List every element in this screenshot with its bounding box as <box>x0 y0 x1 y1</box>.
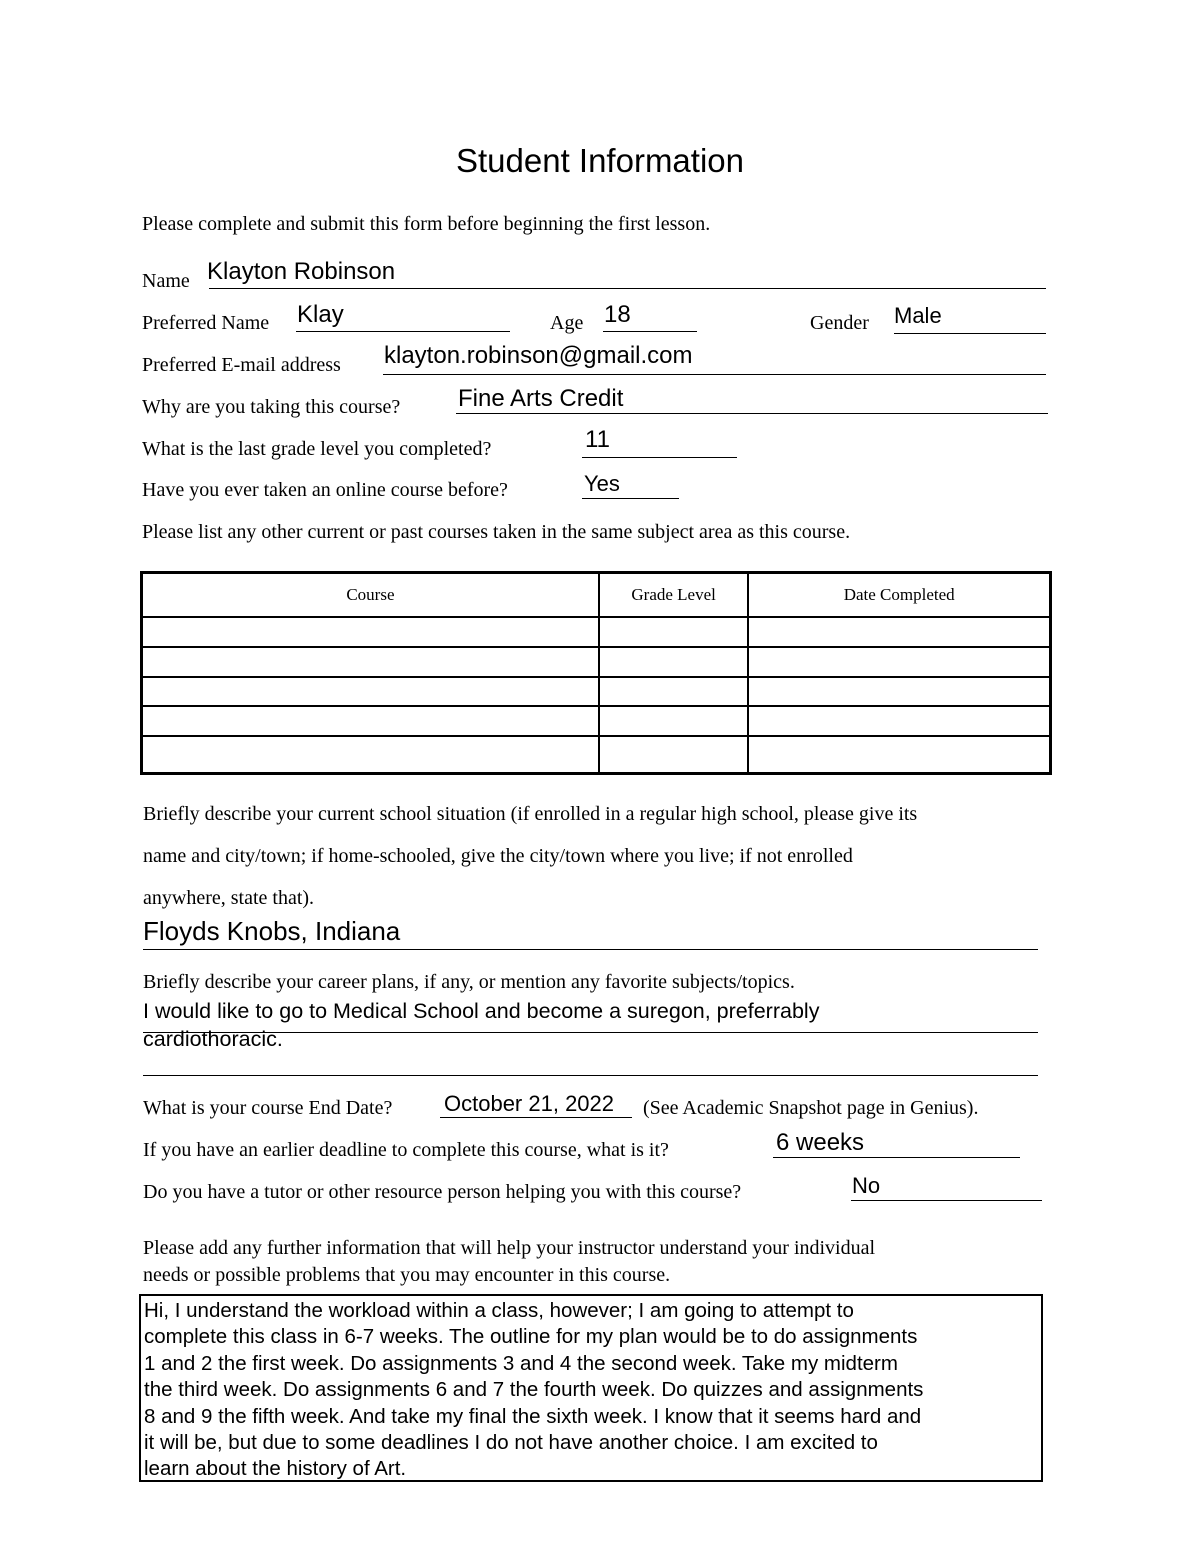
grade-label: What is the last grade level you completed? <box>142 438 492 460</box>
grade-level-cell[interactable] <box>599 706 749 736</box>
grade-field[interactable]: 11 <box>585 426 610 453</box>
table-row <box>142 677 1051 707</box>
grade-level-cell[interactable] <box>599 677 749 707</box>
email-underline <box>383 374 1046 375</box>
why-field[interactable]: Fine Arts Credit <box>458 385 624 412</box>
name-underline <box>209 288 1046 289</box>
why-underline <box>456 413 1048 414</box>
course-cell[interactable] <box>142 706 599 736</box>
online-field[interactable]: Yes <box>584 471 620 496</box>
date-completed-cell[interactable] <box>748 706 1050 736</box>
date-completed-cell[interactable] <box>748 617 1050 647</box>
further-info-line: 8 and 9 the fifth week. And take my final the sixth week. I know that it seems hard and <box>144 1404 922 1428</box>
gender-underline <box>894 333 1046 334</box>
table-row <box>142 647 1051 677</box>
school-field[interactable]: Floyds Knobs, Indiana <box>143 916 401 946</box>
table-row <box>142 617 1051 647</box>
gender-field[interactable]: Male <box>894 303 942 328</box>
school-underline <box>143 949 1038 950</box>
further-info-textarea[interactable] <box>139 1294 1043 1482</box>
tutor-field[interactable]: No <box>852 1173 881 1198</box>
date-completed-cell[interactable] <box>748 736 1050 773</box>
school-prompt-line: Briefly describe your current school situation (if enrolled in a regular high school, please give its <box>143 803 918 825</box>
courses-prompt: Please list any other current or past courses taken in the same subject area as this course. <box>142 521 851 543</box>
date-completed-cell[interactable] <box>748 647 1050 677</box>
courses-table <box>140 571 1052 775</box>
instructions-text: Please complete and submit this form before beginning the first lesson. <box>142 213 711 235</box>
email-label: Preferred E-mail address <box>142 354 341 376</box>
online-underline <box>582 498 679 499</box>
table-row <box>142 736 1051 773</box>
email-field[interactable]: klayton.robinson@gmail.com <box>384 342 693 369</box>
career-prompt: Briefly describe your career plans, if any, or mention any favorite subjects/topics. <box>143 971 795 993</box>
preferred-name-field[interactable]: Klay <box>297 301 344 328</box>
end-date-note: (See Academic Snapshot page in Genius). <box>643 1097 979 1119</box>
online-label: Have you ever taken an online course before? <box>142 479 508 501</box>
page-title: Student Information <box>455 142 744 179</box>
why-label: Why are you taking this course? <box>142 396 401 418</box>
tutor-label: Do you have a tutor or other resource person helping you with this course? <box>143 1181 742 1203</box>
end-date-label: What is your course End Date? <box>143 1097 393 1119</box>
further-prompt-line: Please add any further information that will help your instructor understand your individual <box>143 1237 876 1259</box>
career-field-line2[interactable]: cardiothoracic. <box>143 1027 283 1051</box>
grade-level-header: Grade Level <box>599 573 749 618</box>
further-info-line: Hi, I understand the workload within a class, however; I am going to attempt to <box>144 1299 854 1322</box>
grade-level-cell[interactable] <box>599 647 749 677</box>
tutor-underline <box>851 1200 1042 1201</box>
preferred-name-label: Preferred Name <box>142 312 270 334</box>
name-field[interactable]: Klayton Robinson <box>207 258 396 285</box>
school-prompt-line: name and city/town; if home-schooled, give the city/town where you live; if not enrolled <box>143 845 853 867</box>
school-prompt-line: anywhere, state that). <box>143 887 315 909</box>
further-info-line: complete this class in 6-7 weeks. The outline for my plan would be to do assignments <box>144 1325 918 1349</box>
name-label: Name <box>142 270 190 292</box>
further-info-line: it will be, but due to some deadlines I do not have another choice. I am excited to <box>144 1431 878 1455</box>
gender-label: Gender <box>810 312 869 334</box>
further-info-line: the third week. Do assignments 6 and 7 the fourth week. Do quizzes and assignments <box>144 1378 924 1402</box>
age-underline <box>603 331 697 332</box>
further-info-line: 1 and 2 the first week. Do assignments 3 and 4 the second week. Take my midterm <box>144 1351 898 1375</box>
course-header: Course <box>142 573 599 618</box>
table-header-row <box>142 573 1051 618</box>
age-field[interactable]: 18 <box>604 301 631 328</box>
deadline-underline <box>773 1157 1020 1158</box>
end-date-underline <box>440 1117 632 1118</box>
course-cell[interactable] <box>142 677 599 707</box>
grade-underline <box>582 457 737 458</box>
preferred-name-underline <box>296 331 510 332</box>
course-cell[interactable] <box>142 647 599 677</box>
age-label: Age <box>550 312 584 334</box>
date-completed-cell[interactable] <box>748 677 1050 707</box>
grade-level-cell[interactable] <box>599 736 749 773</box>
further-info-line: learn about the history of Art. <box>144 1457 407 1481</box>
further-prompt-line: needs or possible problems that you may encounter in this course. <box>143 1264 671 1286</box>
career-underline-2 <box>143 1075 1038 1076</box>
grade-level-cell[interactable] <box>599 617 749 647</box>
career-field-line1[interactable]: I would like to go to Medical School and become a suregon, preferrably <box>143 999 820 1023</box>
end-date-field[interactable]: October 21, 2022 <box>444 1091 615 1116</box>
deadline-field[interactable]: 6 weeks <box>776 1129 865 1156</box>
table-row <box>142 706 1051 736</box>
course-cell[interactable] <box>142 736 599 773</box>
date-completed-header: Date Completed <box>748 573 1050 618</box>
course-cell[interactable] <box>142 617 599 647</box>
deadline-label: If you have an earlier deadline to complete this course, what is it? <box>143 1139 669 1161</box>
